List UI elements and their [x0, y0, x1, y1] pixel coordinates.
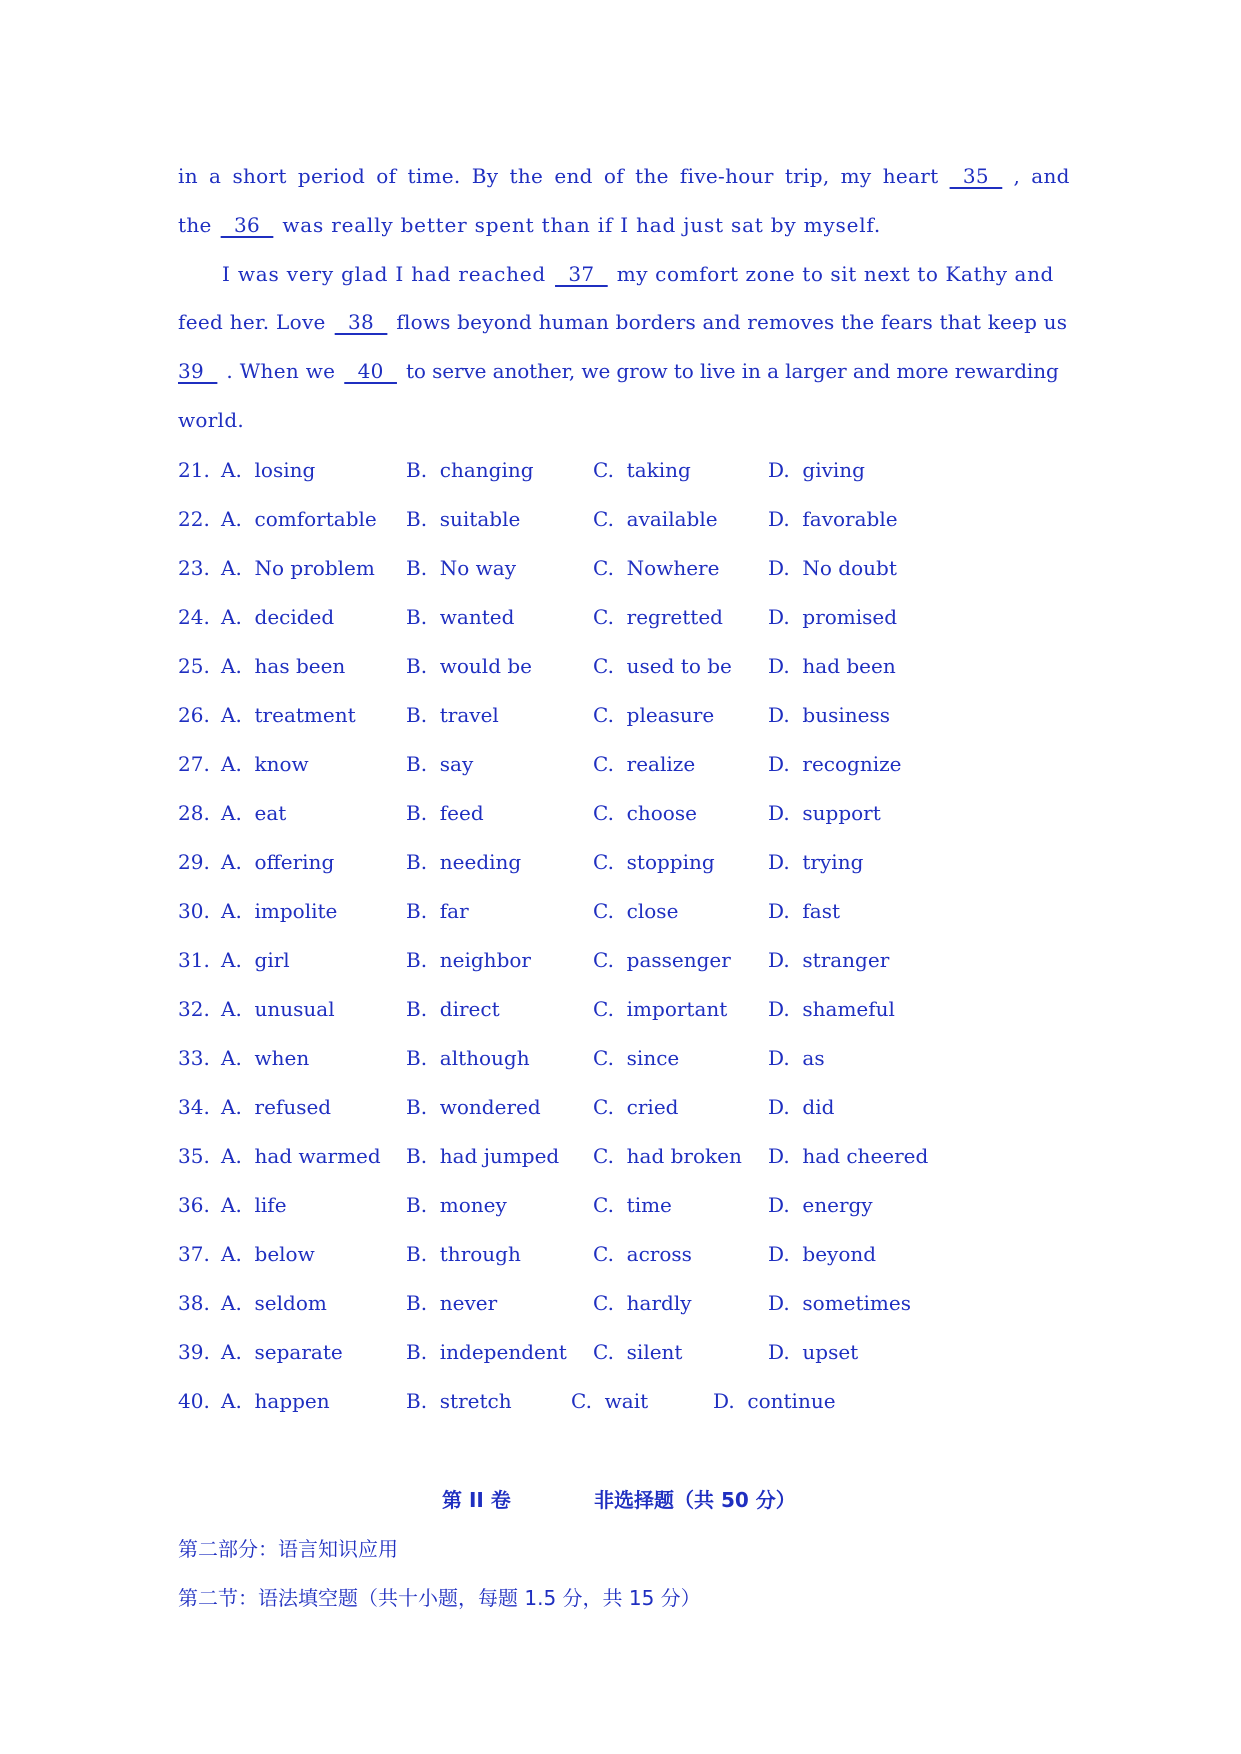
option-b: B. direct [406, 997, 500, 1021]
option-b: B. wanted [406, 605, 515, 629]
option-c: C. realize [593, 752, 696, 776]
option-b: B. changing [406, 458, 534, 482]
question-number: 30. [178, 899, 210, 923]
option-d: D. sometimes [768, 1291, 911, 1315]
passage-text: world. [178, 408, 245, 432]
section-heading-1: 第二部分：语言知识应用 [178, 1537, 398, 1561]
option-a: A. life [221, 1193, 287, 1217]
option-b: B. although [406, 1046, 530, 1070]
blank-40: 40 [344, 359, 397, 383]
question-number: 22. [178, 507, 210, 531]
option-d: D. promised [768, 605, 898, 629]
passage-line-1 [178, 164, 1070, 188]
option-a: A. No problem [221, 556, 375, 580]
word: end [554, 164, 593, 188]
word: in [178, 164, 198, 188]
option-d: D. recognize [768, 752, 902, 776]
option-c: C. pleasure [593, 703, 715, 727]
option-c: C. silent [593, 1340, 683, 1364]
option-a: A. separate [221, 1340, 343, 1364]
option-d: D. energy [768, 1193, 873, 1217]
option-d: D. fast [768, 899, 841, 923]
question-number: 33. [178, 1046, 210, 1070]
passage-text: flows beyond human borders and removes the fears that keep us [396, 310, 1068, 334]
word: trip, [784, 164, 830, 188]
question-number: 39. [178, 1340, 210, 1364]
option-c: C. across [593, 1242, 692, 1266]
option-d: D. beyond [768, 1242, 877, 1266]
option-d: D. continue [713, 1389, 836, 1413]
option-c: C. stopping [593, 850, 715, 874]
option-a: A. happen [221, 1389, 330, 1413]
blank-38: 38 [334, 310, 388, 334]
option-d: D. support [768, 801, 881, 825]
option-d: D. favorable [768, 507, 898, 531]
option-b: B. feed [406, 801, 484, 825]
option-d: D. business [768, 703, 890, 727]
option-a: A. decided [221, 605, 335, 629]
option-a: A. girl [221, 948, 290, 972]
question-number: 36. [178, 1193, 210, 1217]
option-c: C. wait [571, 1389, 649, 1413]
option-a: A. unusual [221, 997, 335, 1021]
option-c: C. since [593, 1046, 680, 1070]
passage-line-2 [178, 213, 1070, 237]
option-a: A. offering [221, 850, 335, 874]
option-a: A. comfortable [221, 507, 377, 531]
option-b: B. suitable [406, 507, 521, 531]
question-number: 23. [178, 556, 210, 580]
passage-text: my comfort zone to sit next to Kathy and [616, 262, 1054, 286]
word: five-hour [679, 164, 774, 188]
passage-line-5 [178, 359, 1070, 383]
option-a: A. below [221, 1242, 315, 1266]
question-number: 21. [178, 458, 210, 482]
question-number: 26. [178, 703, 210, 727]
option-b: B. independent [406, 1340, 567, 1364]
option-d: D. as [768, 1046, 825, 1070]
option-b: B. needing [406, 850, 522, 874]
passage-line-3 [222, 262, 1070, 286]
blank-36: 36 [220, 213, 274, 237]
option-c: C. Nowhere [593, 556, 720, 580]
part-two-label: 第 II 卷 [442, 1488, 511, 1512]
option-b: B. No way [406, 556, 517, 580]
option-c: C. close [593, 899, 679, 923]
option-a: A. refused [221, 1095, 332, 1119]
option-d: D. trying [768, 850, 864, 874]
option-a: A. losing [221, 458, 316, 482]
option-a: A. when [221, 1046, 310, 1070]
word: short [232, 164, 287, 188]
question-number: 35. [178, 1144, 210, 1168]
option-a: A. has been [221, 654, 346, 678]
option-b: B. through [406, 1242, 521, 1266]
option-c: C. had broken [593, 1144, 742, 1168]
question-number: 31. [178, 948, 210, 972]
option-b: B. neighbor [406, 948, 531, 972]
question-number: 32. [178, 997, 210, 1021]
section-heading-2: 第二节：语法填空题（共十小题，每题 1.5 分，共 15 分） [178, 1586, 701, 1610]
option-d: D. did [768, 1095, 835, 1119]
word: , [1013, 164, 1021, 188]
option-d: D. stranger [768, 948, 890, 972]
option-b: B. would be [406, 654, 533, 678]
option-a: A. know [221, 752, 309, 776]
option-a: A. eat [221, 801, 287, 825]
option-c: C. available [593, 507, 718, 531]
passage-line-4 [178, 310, 1070, 334]
option-c: C. passenger [593, 948, 731, 972]
option-b: B. say [406, 752, 474, 776]
word: By [471, 164, 499, 188]
passage-text: . When we [226, 359, 336, 383]
question-number: 25. [178, 654, 210, 678]
question-number: 34. [178, 1095, 210, 1119]
option-b: B. money [406, 1193, 507, 1217]
option-c: C. choose [593, 801, 697, 825]
word: a [209, 164, 222, 188]
option-b: B. stretch [406, 1389, 512, 1413]
option-c: C. regretted [593, 605, 723, 629]
option-a: A. impolite [221, 899, 338, 923]
passage-text: to serve another, we grow to live in a larger and more rewarding [405, 359, 1059, 383]
option-c: C. hardly [593, 1291, 692, 1315]
option-b: B. had jumped [406, 1144, 560, 1168]
word: my [840, 164, 872, 188]
word: of [603, 164, 624, 188]
option-c: C. cried [593, 1095, 679, 1119]
word: and [1031, 164, 1070, 188]
option-d: D. upset [768, 1340, 859, 1364]
option-a: A. had warmed [221, 1144, 381, 1168]
passage-text: I was very glad I had reached [222, 262, 547, 286]
part-two-subtitle: 非选择题（共 50 分） [594, 1488, 796, 1512]
option-c: C. time [593, 1193, 672, 1217]
option-d: D. shameful [768, 997, 895, 1021]
question-number: 24. [178, 605, 210, 629]
passage-text: was really better spent than if I had just sat by myself. [282, 213, 882, 237]
question-number: 28. [178, 801, 210, 825]
option-a: A. treatment [221, 703, 356, 727]
question-number: 27. [178, 752, 210, 776]
blank-39: 39 [178, 359, 218, 383]
question-number: 29. [178, 850, 210, 874]
word: time. [407, 164, 461, 188]
word: period [297, 164, 366, 188]
question-number: 40. [178, 1389, 210, 1413]
word: the [509, 164, 544, 188]
option-d: D. had been [768, 654, 896, 678]
word: the [635, 164, 669, 188]
question-number: 37. [178, 1242, 210, 1266]
word: of [376, 164, 397, 188]
blank-37: 37 [555, 262, 608, 286]
option-a: A. seldom [221, 1291, 327, 1315]
option-c: C. used to be [593, 654, 732, 678]
word: heart [882, 164, 939, 188]
option-d: D. giving [768, 458, 865, 482]
option-b: B. travel [406, 703, 499, 727]
option-b: B. never [406, 1291, 498, 1315]
passage-line-6 [178, 408, 1070, 432]
option-b: B. far [406, 899, 469, 923]
option-c: C. taking [593, 458, 691, 482]
question-number: 38. [178, 1291, 210, 1315]
passage-text: feed her. Love [178, 310, 326, 334]
option-c: C. important [593, 997, 728, 1021]
option-b: B. wondered [406, 1095, 541, 1119]
option-d: D. No doubt [768, 556, 897, 580]
passage-text: the [178, 213, 212, 237]
option-d: D. had cheered [768, 1144, 929, 1168]
blank-35: 35 [949, 164, 1003, 188]
